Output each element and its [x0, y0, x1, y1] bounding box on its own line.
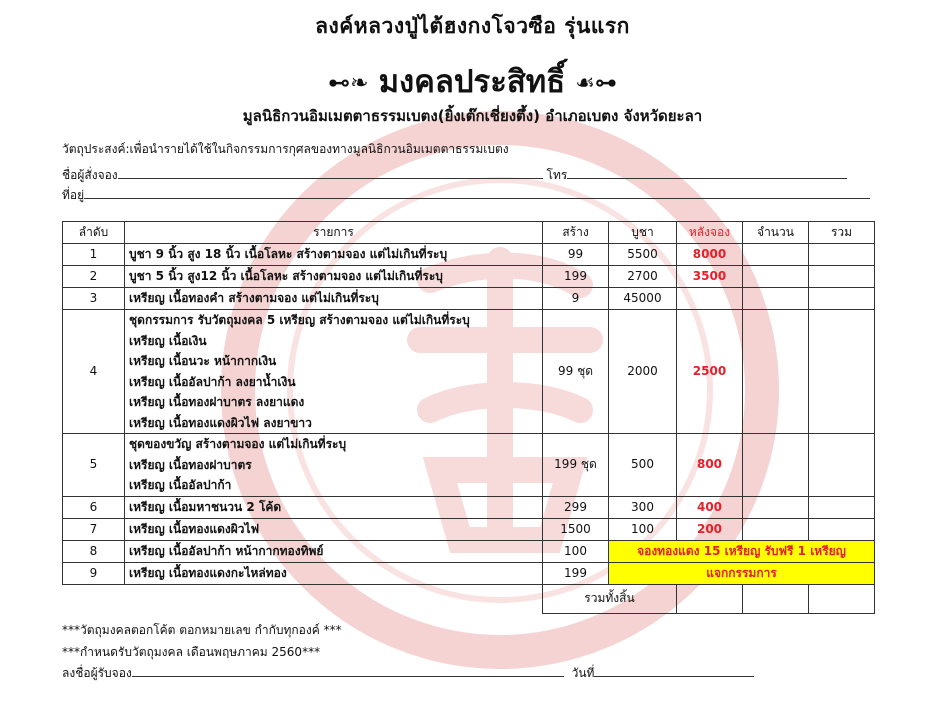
cell-make: 199 [543, 266, 609, 288]
cell-total[interactable] [809, 266, 875, 288]
total-qty[interactable] [743, 584, 809, 613]
cell-price: 2000 [609, 310, 677, 434]
item-line: ชุดของขวัญ สร้างตามจอง แต่ไม่เกินที่ระบุ [129, 437, 347, 451]
cell-after: 8000 [677, 244, 743, 266]
note-pickup-date: ***กำหนดรับวัตถุมงคล เดือนพฤษภาคม 2560*** [62, 645, 321, 659]
promo-cell: แจกกรรมการ [609, 562, 875, 584]
cell-make: 100 [543, 540, 609, 562]
cell-qty[interactable] [743, 244, 809, 266]
name-row [62, 166, 847, 185]
cell-no: 8 [63, 540, 125, 562]
item-line: เหรียญ เนื้ออัลปาก้า [129, 478, 232, 492]
item-line: เหรียญ เนื้อนวะ หน้ากากเงิน [129, 354, 277, 368]
cell-item: บูชา 5 นิ้ว สูง12 นิ้ว เนื้อโลหะ สร้างตามจอง แต่ไม่เกินที่ระบุ [125, 266, 543, 288]
page-title: ลงค์หลวงปู่ไต้ฮงกงโจวซือ รุ่นแรก [315, 14, 630, 38]
header-item: รายการ [125, 222, 543, 244]
total-row [63, 584, 875, 613]
cell-total[interactable] [809, 496, 875, 518]
total-label: รวมทั้งสิ้น [543, 584, 677, 613]
table-row [63, 562, 875, 584]
table-row [63, 244, 875, 266]
cell-after: 3500 [677, 266, 743, 288]
cell-item: เหรียญ เนื้อทองคำ สร้างตามจอง แต่ไม่เกินที่ระบุ [125, 288, 543, 310]
cell-no: 2 [63, 266, 125, 288]
note-coded: ***วัตถุมงคลตอกโค้ต ตอกหมายเลข กำกับทุกองค์ *** [62, 623, 342, 637]
cell-make: 299 [543, 496, 609, 518]
cell-qty[interactable] [743, 434, 809, 497]
cell-price: 300 [609, 496, 677, 518]
date-field[interactable] [594, 664, 754, 677]
promo-cell: จองทองแดง 15 เหรียญ รับฟรี 1 เหรียญ [609, 540, 875, 562]
sign-label: ลงชื่อผู้รับจอง [62, 666, 132, 680]
cell-total[interactable] [809, 288, 875, 310]
total-sum[interactable] [809, 584, 875, 613]
table-row [63, 266, 875, 288]
cell-no: 6 [63, 496, 125, 518]
cell-no: 9 [63, 562, 125, 584]
name-label: ชื่อผู้สั่งจอง [62, 168, 118, 182]
cell-no: 1 [63, 244, 125, 266]
purpose-text: วัตถุประสงค์:เพื่อนำรายได้ใช้ในกิจกรรมการกุศลของทางมูลนิธิกวนอิมเมตตาธรรมเบตง [62, 142, 509, 156]
cell-total[interactable] [809, 244, 875, 266]
ornament-right-icon: ☙⊶ [575, 71, 617, 96]
cell-qty[interactable] [743, 288, 809, 310]
organization-name: มูลนิธิกวนอิมเมตตาธรรมเบตง(ยิ้งเต๊กเชี่ยงตึ้ง) อำเภอเบตง จังหวัดยะลา [242, 107, 703, 125]
table-row [63, 434, 875, 497]
cell-item: เหรียญ เนื้ออัลปาก้า หน้ากากทองทิพย์ [125, 540, 543, 562]
header-price: บูชา [609, 222, 677, 244]
order-table [62, 221, 875, 614]
table-row [63, 310, 875, 434]
cell-make: 199 ชุด [543, 434, 609, 497]
cell-price: 500 [609, 434, 677, 497]
item-line: เหรียญ เนื้ออัลปาก้า ลงยาน้ำเงิน [129, 374, 296, 389]
cell-item [125, 434, 543, 497]
table-header-row [63, 222, 875, 244]
signature-row [62, 664, 754, 683]
cell-price: 2700 [609, 266, 677, 288]
ornament-left-icon: ⊷❧ [328, 71, 369, 96]
cell-item: บูชา 9 นิ้ว สูง 18 นิ้ว เนื้อโลหะ สร้างตามจอง แต่ไม่เกินที่ระบุ [125, 244, 543, 266]
table-row [63, 518, 875, 540]
spacer [63, 584, 543, 613]
cell-make: 1500 [543, 518, 609, 540]
cell-after: 2500 [677, 310, 743, 434]
table-row [63, 496, 875, 518]
item-line: เหรียญ เนื้อเงิน [129, 333, 207, 348]
cell-qty[interactable] [743, 310, 809, 434]
name-field[interactable] [118, 166, 543, 179]
cell-after [677, 288, 743, 310]
cell-after: 400 [677, 496, 743, 518]
header-make: สร้าง [543, 222, 609, 244]
subtitle-text: มงคลประสิทธิ์ [378, 64, 566, 100]
cell-after: 800 [677, 434, 743, 497]
header-qty: จำนวน [743, 222, 809, 244]
cell-total[interactable] [809, 310, 875, 434]
table-row [63, 288, 875, 310]
cell-qty[interactable] [743, 266, 809, 288]
cell-no: 5 [63, 434, 125, 497]
date-label: วันที่ [571, 666, 595, 680]
address-label: ที่อยู่ [62, 188, 85, 202]
cell-price: 45000 [609, 288, 677, 310]
total-after[interactable] [677, 584, 743, 613]
cell-qty[interactable] [743, 496, 809, 518]
item-line: เหรียญ เนื้อทองฝาบาตร [129, 457, 252, 472]
header-no: ลำดับ [63, 222, 125, 244]
cell-make: 9 [543, 288, 609, 310]
header-after: หลังจอง [677, 222, 743, 244]
address-row [62, 186, 870, 205]
cell-no: 7 [63, 518, 125, 540]
page-subtitle [0, 56, 945, 106]
phone-label: โทร [546, 168, 568, 182]
header-total: รวม [809, 222, 875, 244]
address-field[interactable] [84, 186, 870, 199]
cell-price: 100 [609, 518, 677, 540]
cell-price: 5500 [609, 244, 677, 266]
cell-make: 99 [543, 244, 609, 266]
cell-item: เหรียญ เนื้อทองแดงผิวไฟ [125, 518, 543, 540]
cell-no: 3 [63, 288, 125, 310]
cell-item: เหรียญ เนื้อทองแดงกะไหล่ทอง [125, 562, 543, 584]
cell-after: 200 [677, 518, 743, 540]
item-line: เหรียญ เนื้อทองแดงผิวไฟ ลงยาขาว [129, 415, 312, 430]
item-line: ชุดกรรมการ รับวัตถุมงคล 5 เหรียญ สร้างตามจอง แต่ไม่เกินที่ระบุ [129, 313, 470, 327]
cell-item: เหรียญ เนื้อมหาชนวน 2 โค้ด [125, 496, 543, 518]
cell-qty[interactable] [743, 518, 809, 540]
cell-make: 99 ชุด [543, 310, 609, 434]
cell-item [125, 310, 543, 434]
cell-make: 199 [543, 562, 609, 584]
signature-field[interactable] [132, 664, 564, 677]
cell-no: 4 [63, 310, 125, 434]
phone-field[interactable] [567, 166, 847, 179]
item-line: เหรียญ เนื้อทองฝาบาตร ลงยาแดง [129, 395, 305, 409]
cell-total[interactable] [809, 434, 875, 497]
table-row [63, 540, 875, 562]
cell-total[interactable] [809, 518, 875, 540]
